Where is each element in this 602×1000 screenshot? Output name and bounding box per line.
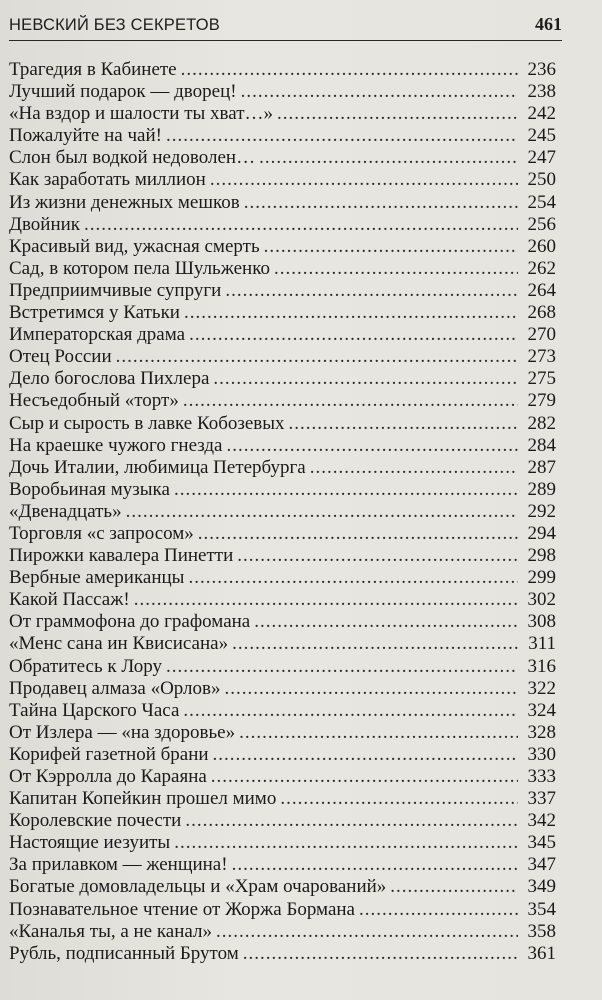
dot-leader [227,435,519,457]
dot-leader [213,744,518,766]
toc-entry [9,324,556,346]
toc-entry-title: Сыр и сырость в лавке Кобозевых [9,412,285,434]
dot-leader [213,368,518,390]
toc-entry-page: 275 [527,368,556,390]
toc-entry [9,722,556,744]
dot-leader [166,125,518,147]
toc-entry-title: Торговля «с запросом» [9,522,194,544]
dot-leader [185,810,518,832]
toc-entry-title: Воробьиная музыка [9,478,170,500]
toc-entry-title: Пожалуйте на чай! [9,125,162,147]
toc-entry [9,302,556,324]
toc-entry [9,390,556,412]
toc-entry-title: «Каналья ты, а не канал» [9,920,212,942]
toc-entry [9,368,556,390]
toc-entry-title: Предприимчивые супруги [9,279,222,301]
toc-entry-page: 260 [527,235,556,257]
toc-entry-title: «Менс сана ин Квисисана» [9,633,229,655]
dot-leader [183,390,518,412]
toc-entry-title: От Кэрролла до Караяна [9,766,207,787]
toc-entry-title: Познавательное чтение от Жоржа Бормана [9,898,355,920]
toc-entry-page: 254 [527,191,556,213]
toc-entry-page: 349 [527,876,556,898]
toc-entry [9,545,556,567]
toc-entry [9,611,556,633]
toc-entry [9,656,556,678]
dot-leader [277,103,518,125]
dot-leader [181,59,518,81]
toc-entry [9,147,556,169]
toc-entry-page: 250 [527,169,556,191]
dot-leader [237,545,518,567]
dot-leader [210,169,518,191]
dot-leader [174,832,518,854]
toc-entry [9,125,556,147]
toc-entry-page: 292 [527,500,556,522]
dot-leader [239,722,518,744]
dot-leader [225,678,518,700]
dot-leader [274,258,518,280]
toc-entry [9,700,556,722]
toc-entry-page: 284 [527,434,556,456]
dot-leader [254,611,518,633]
toc-entry [9,236,556,258]
dot-leader [232,854,518,876]
dot-leader [183,700,518,722]
dot-leader [264,236,518,258]
dot-leader [166,656,518,678]
toc-entry [9,501,556,523]
dot-leader [84,214,518,236]
toc-entry-title: Корифей газетной брани [9,743,209,765]
dot-leader [116,346,518,368]
toc-entry-page: 308 [527,611,556,633]
toc-entry-title: Отец России [9,346,112,368]
toc-entry-title: На краешке чужого гнезда [9,434,223,456]
toc-entry-page: 245 [527,125,556,147]
dot-leader [211,766,518,788]
toc-entry [9,280,556,302]
toc-entry [9,876,556,898]
toc-entry-page: 247 [527,147,556,169]
toc-entry [9,413,556,435]
toc-entry-title: От граммофона до графомана [9,611,251,633]
toc-entry-title: Лучший подарок — дворец! [9,81,237,103]
dot-leader [198,523,518,545]
toc-entry [9,744,556,766]
toc-entry-page: 270 [527,324,556,346]
toc-entry [9,921,556,943]
toc-entry-title: Императорская драма [9,324,186,346]
toc-entry [9,192,556,214]
dot-leader [289,413,518,435]
toc-entry-page: 316 [527,655,556,677]
toc-entry-page: 256 [527,213,556,235]
toc-entry [9,854,556,876]
dot-leader [244,192,518,214]
toc-entry-title: Богатые домовладельцы и «Храм очарований» [9,876,387,898]
toc-entry-title: Какой Пассаж! [9,589,130,611]
toc-entry-page: 238 [527,81,556,103]
toc-entry [9,81,556,103]
toc-entry [9,435,556,457]
table-of-contents [9,59,556,965]
toc-entry-title: «На вздор и шалости ты хват…» [9,103,273,125]
toc-entry-title: Слон был водкой недоволен… [9,147,256,169]
toc-entry-page: 322 [527,677,556,699]
toc-entry [9,943,556,965]
dot-leader [188,567,518,589]
toc-entry-page: 345 [527,832,556,854]
toc-entry [9,346,556,368]
toc-entry-title: Королевские почести [9,810,182,832]
dot-leader [184,302,518,324]
toc-entry-title: Красивый вид, ужасная смерть [9,235,260,257]
toc-entry-page: 361 [527,942,556,964]
dot-leader [243,943,518,965]
dot-leader [259,147,518,169]
toc-entry [9,899,556,921]
dot-leader [310,457,518,479]
toc-entry [9,214,556,236]
toc-entry-title: Несъедобный «торт» [9,390,179,412]
toc-entry-title: Встретимся у Катьки [9,302,180,324]
toc-entry-title: Вербные американцы [9,567,185,589]
toc-entry-title: Рубль, подписанный Брутом [9,942,239,964]
toc-entry [9,567,556,589]
toc-entry-title: Дело богослова Пихлера [9,368,210,390]
toc-entry-page: 298 [527,545,556,567]
dot-leader [390,876,518,898]
toc-entry [9,169,556,191]
toc-entry-page: 242 [527,103,556,125]
dot-leader [189,324,518,346]
toc-entry-page: 287 [527,456,556,478]
toc-entry-page: 282 [527,412,556,434]
toc-entry [9,589,556,611]
toc-entry-page: 347 [527,854,556,876]
dot-leader [216,921,518,943]
toc-entry-page: 342 [527,810,556,832]
toc-entry-page: 354 [527,898,556,920]
dot-leader [134,589,518,611]
toc-entry-page: 330 [527,743,556,765]
toc-entry-title: Дочь Италии, любимица Петербурга [9,456,306,478]
toc-entry [9,523,556,545]
toc-entry-page: 268 [527,302,556,324]
toc-entry [9,766,556,788]
dot-leader [280,788,518,810]
toc-entry [9,103,556,125]
toc-entry-page: 273 [527,346,556,368]
toc-entry-page: 262 [527,257,556,279]
toc-entry-title: От Излера — «на здоровье» [9,721,236,743]
toc-entry-page: 324 [527,699,556,721]
toc-entry-title: Трагедия в Кабинете [9,59,177,80]
page-header [9,0,562,41]
toc-entry [9,832,556,854]
toc-entry-page: 289 [527,478,556,500]
toc-entry [9,457,556,479]
toc-entry-page: 279 [527,390,556,412]
dot-leader [232,633,518,655]
toc-entry [9,810,556,832]
toc-entry-title: Тайна Царского Часа [9,699,180,721]
toc-entry-title: Как заработать миллион [9,169,206,191]
toc-entry-page: 311 [528,633,556,655]
toc-entry-title: Сад, в котором пела Шульженко [9,257,270,279]
page-number: 461 [535,14,562,34]
toc-entry-page: 299 [527,567,556,589]
dot-leader [126,501,518,523]
toc-entry-page: 328 [527,721,556,743]
toc-entry [9,258,556,280]
dot-leader [225,280,518,302]
toc-entry-page: 236 [527,59,556,80]
toc-entry-title: Двойник [9,213,81,235]
toc-entry-page: 337 [527,788,556,810]
toc-entry-title: Обратитесь к Лору [9,655,163,677]
toc-entry [9,678,556,700]
toc-entry-title: Пирожки кавалера Пинетти [9,545,234,567]
dot-leader [359,899,518,921]
toc-entry-title: Продавец алмаза «Орлов» [9,677,221,699]
dot-leader [241,81,518,103]
toc-entry-title: Настоящие иезуиты [9,832,171,854]
toc-entry [9,633,556,655]
toc-entry [9,59,556,81]
toc-entry-page: 264 [527,279,556,301]
toc-entry-page: 302 [527,589,556,611]
toc-entry-title: Капитан Копейкин прошел мимо [9,788,277,810]
dot-leader [174,479,518,501]
toc-entry-page: 358 [527,920,556,942]
toc-entry-page: 294 [527,522,556,544]
running-title: НЕВСКИЙ БЕЗ СЕКРЕТОВ [9,16,220,34]
toc-entry-title: «Двенадцать» [9,500,122,522]
toc-entry [9,479,556,501]
toc-entry-page: 333 [527,766,556,787]
toc-entry-title: За прилавком — женщина! [9,854,228,876]
toc-entry-title: Из жизни денежных мешков [9,191,240,213]
toc-entry [9,788,556,810]
